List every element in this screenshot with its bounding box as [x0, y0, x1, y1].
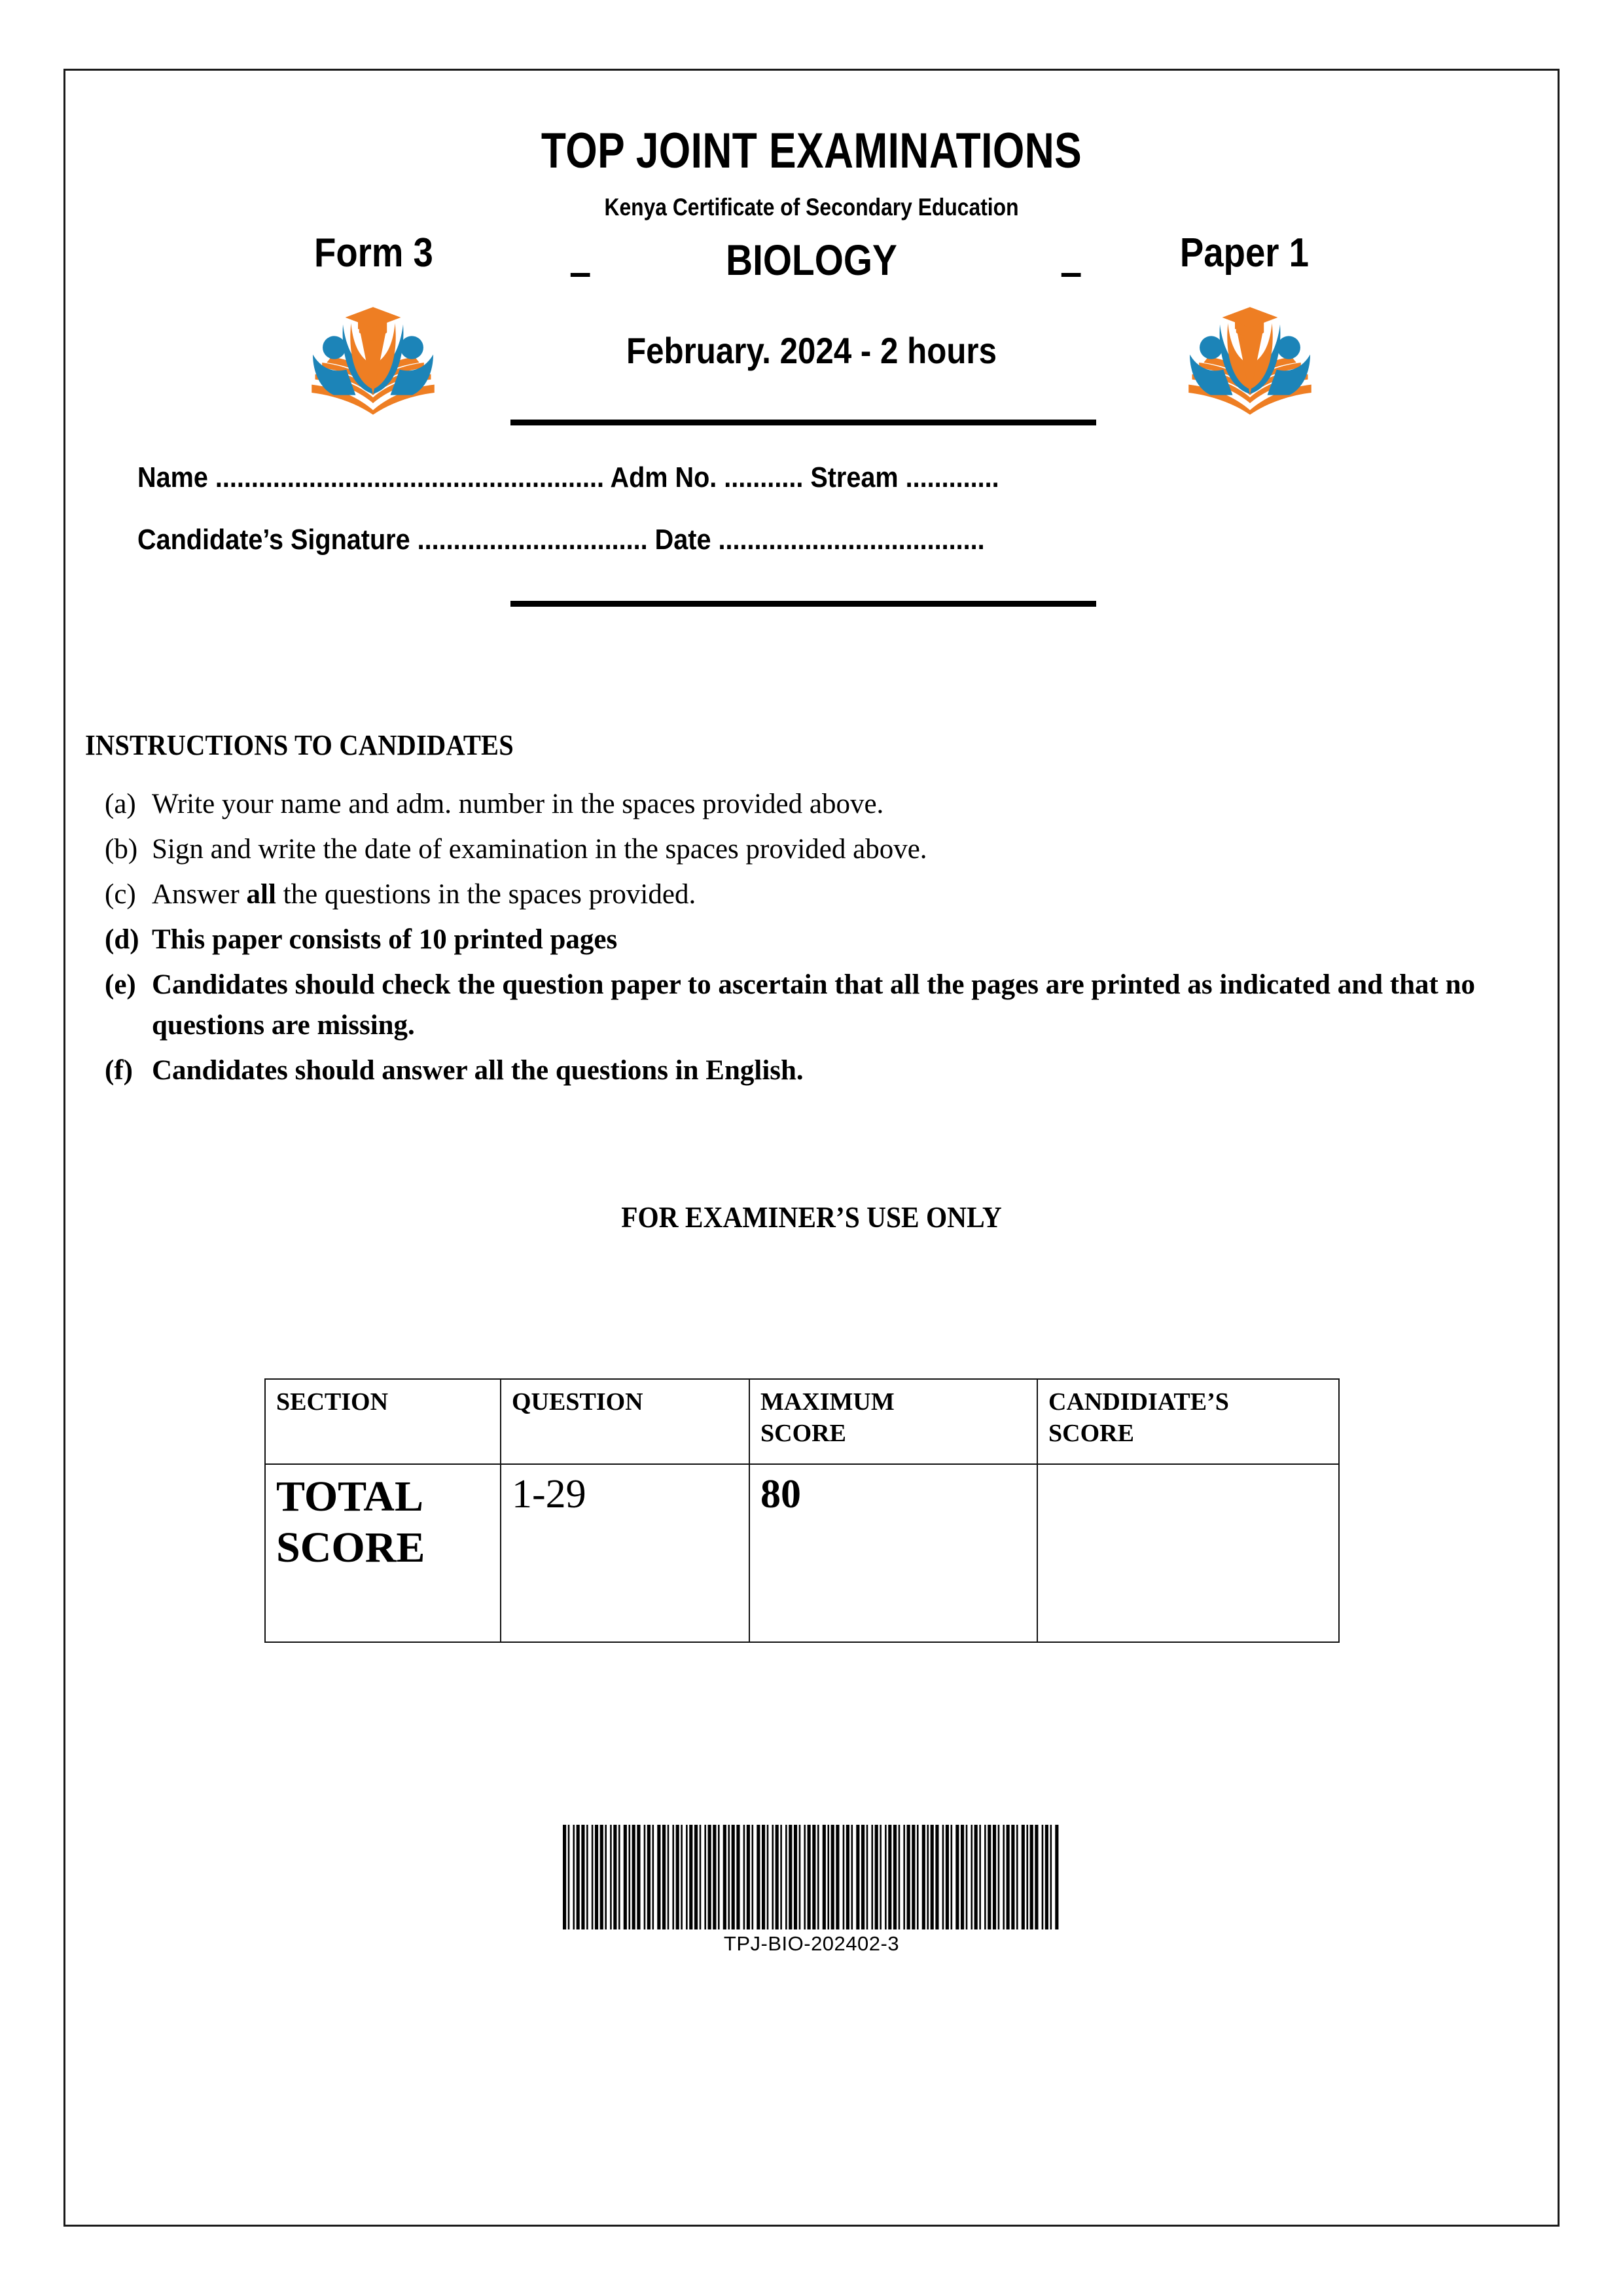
- table-header-row: [265, 1379, 1339, 1464]
- instruction-text: Candidates should answer all the questions in English.: [152, 1055, 804, 1086]
- column-header-question: [501, 1379, 749, 1464]
- examiner-use-heading: FOR EXAMINER’S USE ONLY: [621, 1200, 1002, 1234]
- cell-candidate-score[interactable]: [1037, 1464, 1339, 1642]
- barcode-image: [563, 1825, 1060, 1929]
- instruction-text: This paper consists of 10 printed pages: [152, 924, 618, 955]
- instruction-marker: (d): [105, 924, 139, 955]
- instruction-marker: (c): [105, 879, 136, 910]
- exam-meta-row: [65, 230, 1558, 294]
- column-header-section: [265, 1379, 501, 1464]
- barcode-block: [65, 1825, 1558, 1956]
- cell-question-range: 1-29: [501, 1464, 749, 1642]
- exam-subtitle: Kenya Certificate of Secondary Education: [604, 194, 1019, 221]
- instruction-marker: (f): [105, 1055, 133, 1086]
- instruction-text: Candidates should check the question paper to ascertain that all the pages are printed as indicated and that no questions are missing.: [152, 969, 1475, 1041]
- cell-maximum-score: 80: [749, 1464, 1037, 1642]
- instruction-item: [105, 920, 1479, 960]
- candidate-name-admno-stream-line[interactable]: Name ...................................................... Adm No. ........... Stream .............: [137, 461, 999, 493]
- page-border: [63, 69, 1560, 2227]
- instruction-item: [105, 965, 1479, 1046]
- column-header-maximum-score: [749, 1379, 1037, 1464]
- paper-number-label: Paper 1: [1179, 230, 1309, 276]
- instruction-item: [105, 874, 1479, 915]
- exam-date-duration: February. 2024 - 2 hours: [626, 330, 997, 371]
- examiner-score-table: [264, 1378, 1340, 1643]
- instruction-text: Sign and write the date of examination in the spaces provided above.: [152, 834, 927, 865]
- instructions-list: [105, 784, 1479, 1096]
- instruction-text: Answer all the questions in the spaces provided.: [152, 879, 696, 910]
- cell-section-total-score: TOTAL SCORE: [265, 1464, 501, 1642]
- page-title: TOP JOINT EXAMINATIONS: [541, 123, 1082, 179]
- column-header-maximum-line1: MAXIMUM: [760, 1388, 895, 1416]
- instruction-item: [105, 829, 1479, 870]
- column-header-question-line1: QUESTION: [512, 1388, 643, 1416]
- column-header-candidate-score: [1037, 1379, 1339, 1464]
- instruction-marker: (a): [105, 789, 136, 819]
- instructions-heading: INSTRUCTIONS TO CANDIDATES: [85, 729, 514, 761]
- barcode-label: TPJ-BIO-202402-3: [723, 1932, 900, 1955]
- instruction-marker: (e): [105, 969, 136, 1000]
- dash-separator-right: –: [1060, 250, 1082, 294]
- instruction-item: [105, 1050, 1479, 1091]
- column-header-candidate-line1: CANDIDIATE’S: [1048, 1388, 1229, 1416]
- instruction-marker: (b): [105, 834, 138, 865]
- column-header-maximum-line2: SCORE: [760, 1420, 846, 1447]
- header-rule-top: [510, 420, 1096, 425]
- subject-label: BIOLOGY: [726, 236, 897, 284]
- dash-separator-left: –: [569, 250, 592, 294]
- candidate-signature-date-line[interactable]: Candidate’s Signature ................................ Date .....................................: [137, 524, 985, 556]
- table-row: [265, 1464, 1339, 1642]
- form-level-label: Form 3: [314, 230, 433, 276]
- column-header-candidate-line2: SCORE: [1048, 1420, 1134, 1447]
- header-rule-bottom: [510, 601, 1096, 607]
- instruction-text: Write your name and adm. number in the spaces provided above.: [152, 789, 884, 819]
- column-header-section-line1: SECTION: [276, 1388, 389, 1416]
- instruction-item: [105, 784, 1479, 825]
